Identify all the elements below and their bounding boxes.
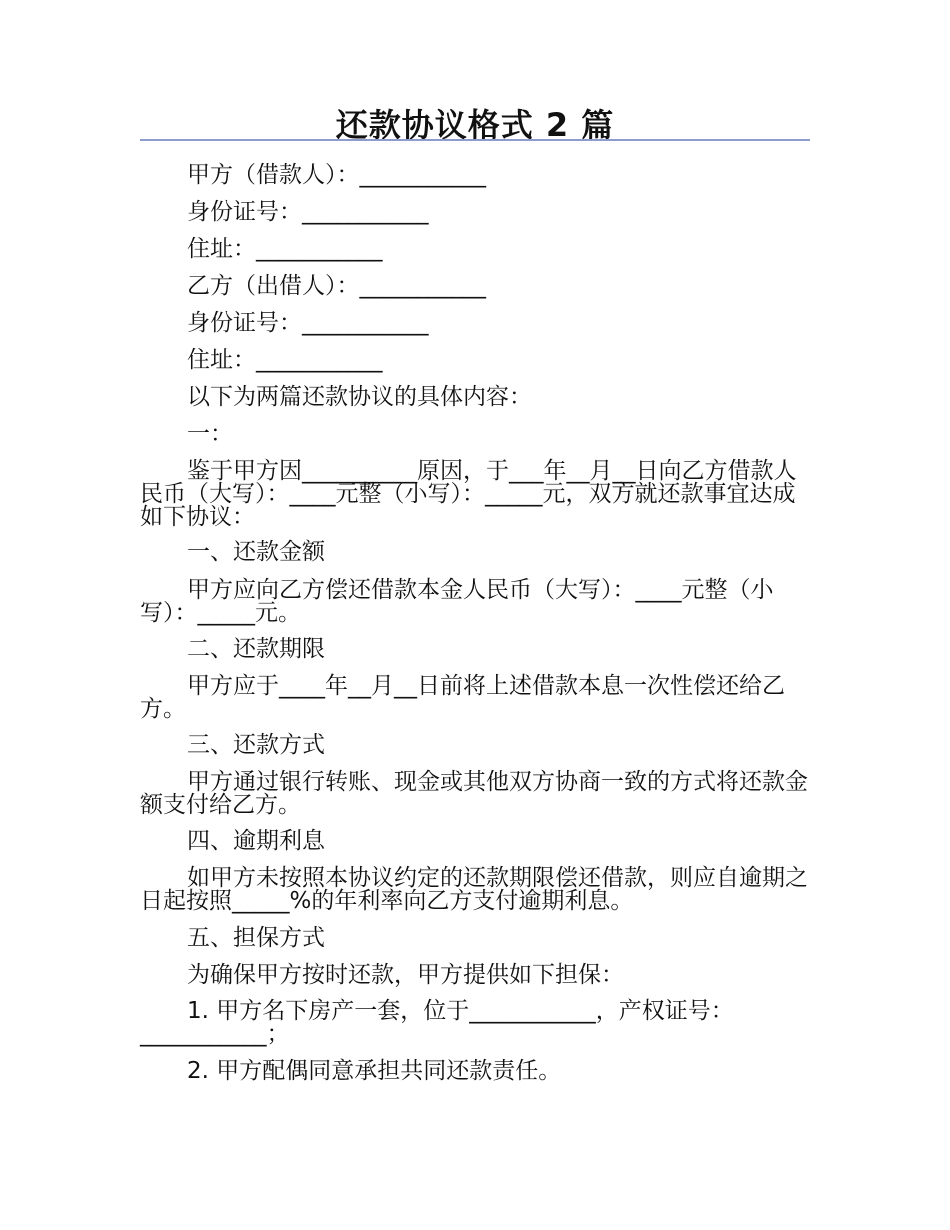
title-underline [140,139,810,141]
party-a-address-line: 住址：___________ [187,236,383,262]
section-paragraph-term: 甲方应于____年__月__日前将上述借款本息一次性偿还给乙方。 [140,673,785,722]
party-b-address-line: 住址：___________ [187,347,383,373]
section-heading-interest: 四、逾期利息 [187,828,325,854]
party-a-id-line: 身份证号：___________ [187,199,429,225]
party-a-line: 甲方（借款人）：___________ [187,162,486,188]
party-b-line: 乙方（出借人）：___________ [187,273,486,299]
section-paragraph-amount: 甲方应向乙方偿还借款本金人民币（大写）：____元整（小写）：_____元。 [140,577,774,626]
section-paragraph-interest: 如甲方未按照本协议约定的还款期限偿还借款，则应自逾期之日起按照_____%的年利率向乙方支付逾期利息。 [140,865,808,914]
guarantee-item-property: 1. 甲方名下房产一套，位于___________，产权证号：___________； [140,998,734,1047]
guarantee-item-spouse: 2. 甲方配偶同意承担共同还款责任。 [187,1058,562,1084]
section-heading-term: 二、还款期限 [187,636,325,662]
section-heading-method: 三、还款方式 [187,732,325,758]
intro-paragraph: 鉴于甲方因__________原因，于___年__月__日向乙方借款人民币（大写）：____元整（小写）：_____元，双方就还款事宜达成如下协议： [140,458,797,530]
document-title: 还款协议格式 2 篇 [335,106,615,144]
part-one-label: 一： [187,421,233,447]
section-heading-amount: 一、还款金额 [187,539,325,565]
party-b-id-line: 身份证号：___________ [187,310,429,336]
content-intro-line: 以下为两篇还款协议的具体内容： [187,384,532,410]
section-paragraph-guarantee: 为确保甲方按时还款，甲方提供如下担保： [187,962,624,988]
section-heading-guarantee: 五、担保方式 [187,925,325,951]
section-paragraph-method: 甲方通过银行转账、现金或其他双方协商一致的方式将还款金额支付给乙方。 [140,769,808,818]
